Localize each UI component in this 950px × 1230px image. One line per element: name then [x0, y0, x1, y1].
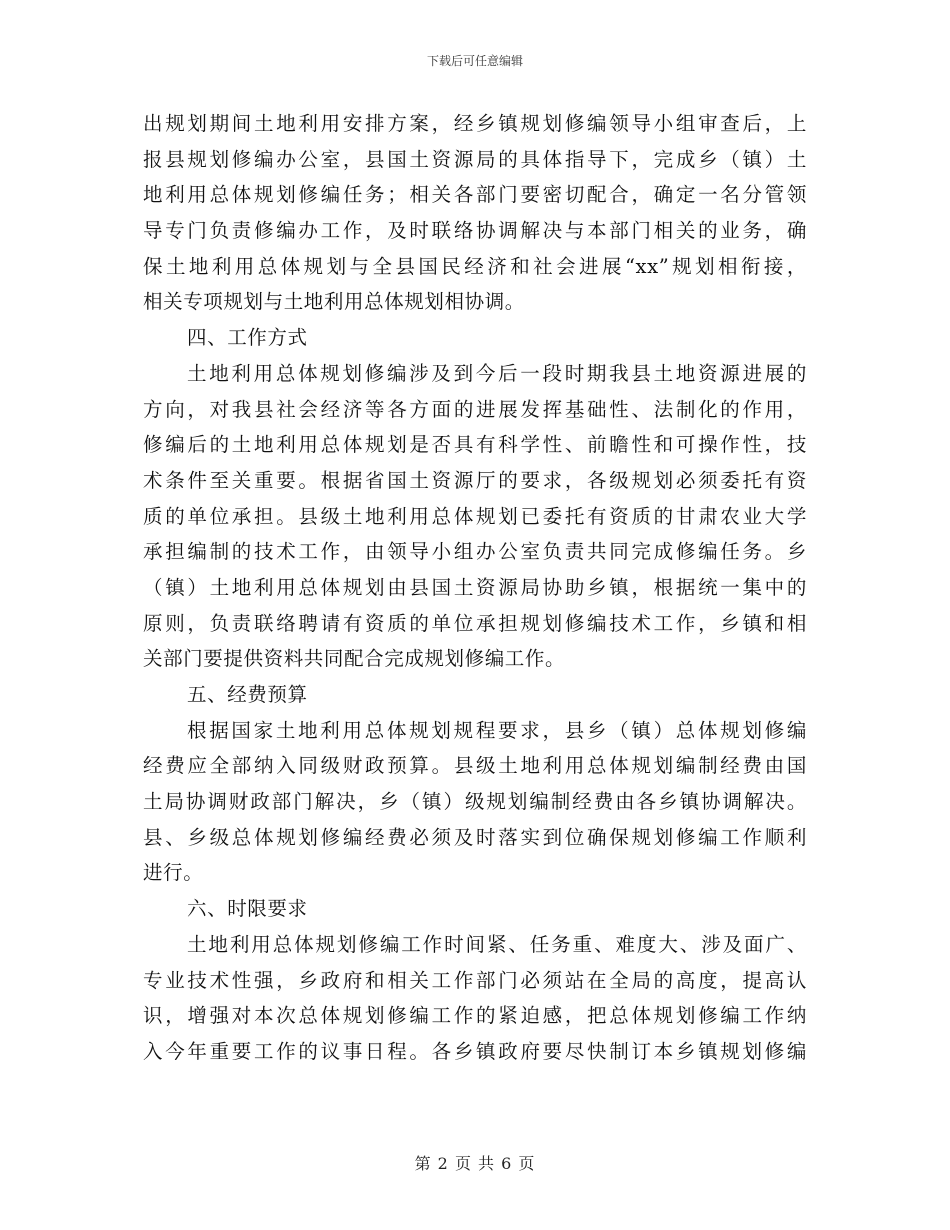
text-line: 关部门要提供资料共同配合完成规划修编工作。	[143, 647, 566, 671]
document-body	[143, 106, 807, 1070]
text-line: 保土地利用总体规划与全县国民经济和社会进展“xx”规划相衔接，	[143, 254, 807, 278]
page-header: 下载后可任意编辑	[426, 54, 523, 68]
text-line: 出规划期间土地利用安排方案，经乡镇规划修编领导小组审查后，上	[143, 112, 807, 135]
text-line: 县、乡级总体规划修编经费必须及时落实到位确保规划修编工作顺利	[143, 825, 807, 849]
text-line: 修编后的土地利用总体规划是否具有科学性、前瞻性和可操作性，技	[143, 433, 807, 457]
text-line: 土局协调财政部门解决，乡（镇）级规划编制经费由各乡镇协调解决。	[143, 790, 807, 814]
text-line: 质的单位承担。县级土地利用总体规划已委托有资质的甘肃农业大学	[143, 504, 807, 528]
text-line: 导专门负责修编办工作，及时联络协调解决与本部门相关的业务，确	[143, 219, 807, 243]
section-heading: 五、经费预算	[187, 683, 308, 706]
text-line: 根据国家土地利用总体规划规程要求，县乡（镇）总体规划修编	[187, 718, 807, 742]
text-line: 地利用总体规划修编任务；相关各部门要密切配合，确定一名分管领	[143, 183, 807, 207]
text-line: 承担编制的技术工作，由领导小组办公室负责共同完成修编任务。乡	[143, 540, 807, 564]
text-line: （镇）土地利用总体规划由县国土资源局协助乡镇，根据统一集中的	[143, 575, 807, 599]
text-line: 原则，负责联络聘请有资质的单位承担规划修编技术工作，乡镇和相	[143, 611, 807, 635]
text-line: 方向，对我县社会经济等各方面的进展发挥基础性、法制化的作用，	[143, 397, 807, 421]
text-line: 土地利用总体规划修编工作时间紧、任务重、难度大、涉及面广、	[187, 932, 807, 956]
text-line: 进行。	[143, 861, 204, 885]
text-line: 土地利用总体规划修编涉及到今后一段时期我县土地资源进展的	[187, 361, 807, 385]
text-line: 相关专项规划与土地利用总体规划相协调。	[143, 290, 525, 314]
page-footer: 第 2 页 共 6 页	[414, 1154, 536, 1173]
text-line: 入今年重要工作的议事日程。各乡镇政府要尽快制订本乡镇规划修编	[143, 1039, 807, 1063]
text-line: 报县规划修编办公室，县国土资源局的具体指导下，完成乡（镇）土	[143, 147, 807, 171]
text-line: 经费应全部纳入同级财政预算。县级土地利用总体规划编制经费由国	[143, 754, 807, 778]
section-heading: 六、时限要求	[187, 897, 308, 921]
section-heading: 四、工作方式	[187, 326, 308, 350]
text-line: 术条件至关重要。根据省国土资源厅的要求，各级规划必须委托有资	[143, 468, 807, 492]
text-line: 识，增强对本次总体规划修编工作的紧迫感，把总体规划修编工作纳	[143, 1004, 807, 1028]
text-line: 专业技术性强，乡政府和相关工作部门必须站在全局的高度，提高认	[143, 968, 807, 992]
